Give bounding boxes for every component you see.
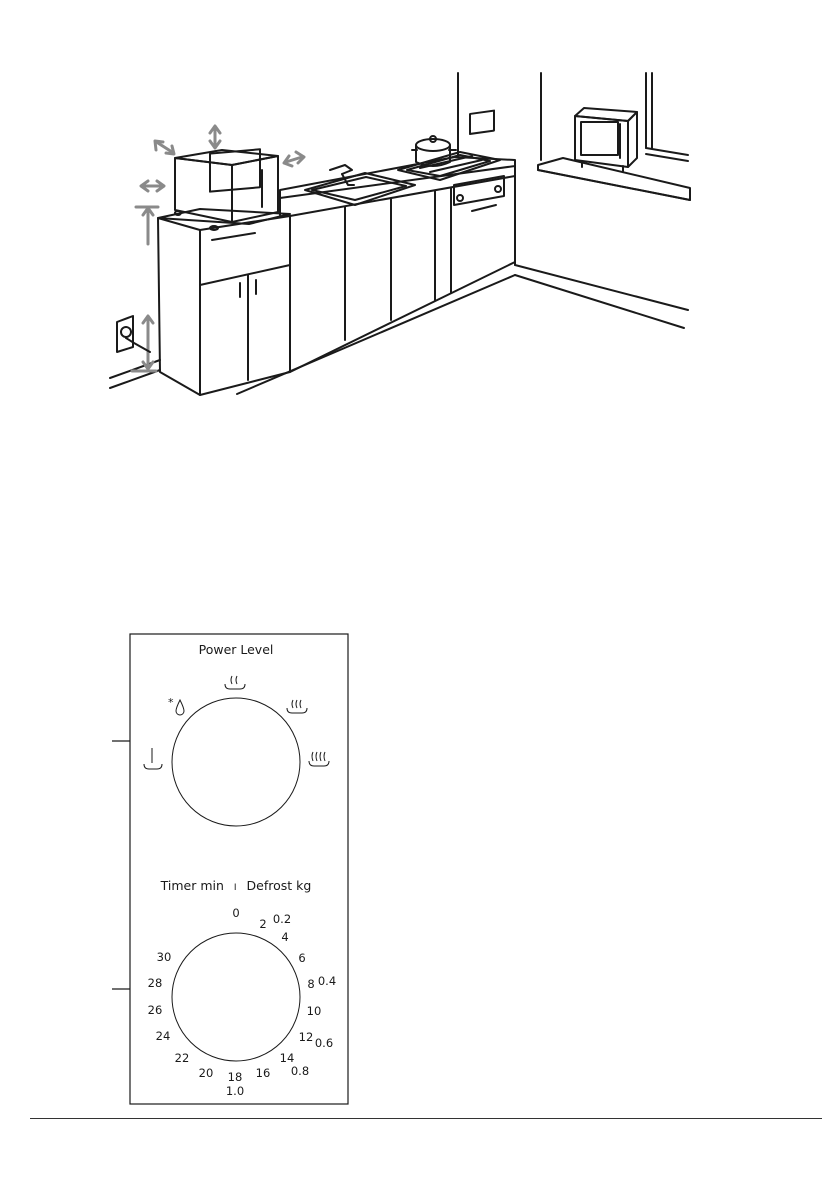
timer-title-separator: I (233, 883, 237, 893)
timer-label: 26 (147, 1003, 163, 1017)
defrost-label: 1.0 (225, 1084, 245, 1098)
defrost-label: 0.8 (290, 1064, 310, 1078)
timer-label: 24 (155, 1029, 171, 1043)
defrost-label: 0.4 (317, 974, 337, 988)
timer-title-left: Timer min (160, 878, 224, 893)
medium-high-power-icon (287, 700, 307, 713)
defrost-label: 0.2 (272, 912, 292, 926)
timer-label: 18 (227, 1070, 243, 1084)
timer-title-right: Defrost kg (246, 878, 312, 893)
timer-label: 6 (298, 951, 306, 965)
timer-label: 12 (298, 1030, 314, 1044)
timer-label: 0 (232, 906, 240, 920)
power-level-title: Power Level (198, 642, 274, 657)
defrost-drop-icon (168, 696, 184, 715)
svg-text:*: * (168, 696, 174, 709)
timer-label: 2 (259, 917, 267, 931)
timer-label: 30 (156, 950, 172, 964)
timer-label: 8 (307, 977, 315, 991)
timer-title (160, 878, 312, 893)
timer-label: 4 (281, 930, 289, 944)
low-power-icon (144, 748, 162, 769)
timer-knob[interactable] (172, 933, 300, 1061)
high-power-icon (309, 752, 329, 766)
timer-label: 20 (198, 1066, 214, 1080)
timer-label: 10 (306, 1004, 322, 1018)
page-footer-rule (30, 1118, 822, 1119)
timer-label: 28 (147, 976, 163, 990)
timer-label: 14 (279, 1051, 295, 1065)
timer-label: 22 (174, 1051, 190, 1065)
defrost-label: 0.6 (314, 1036, 334, 1050)
power-level-knob[interactable] (172, 698, 300, 826)
timer-label: 16 (255, 1066, 271, 1080)
medium-low-power-icon (225, 676, 245, 689)
